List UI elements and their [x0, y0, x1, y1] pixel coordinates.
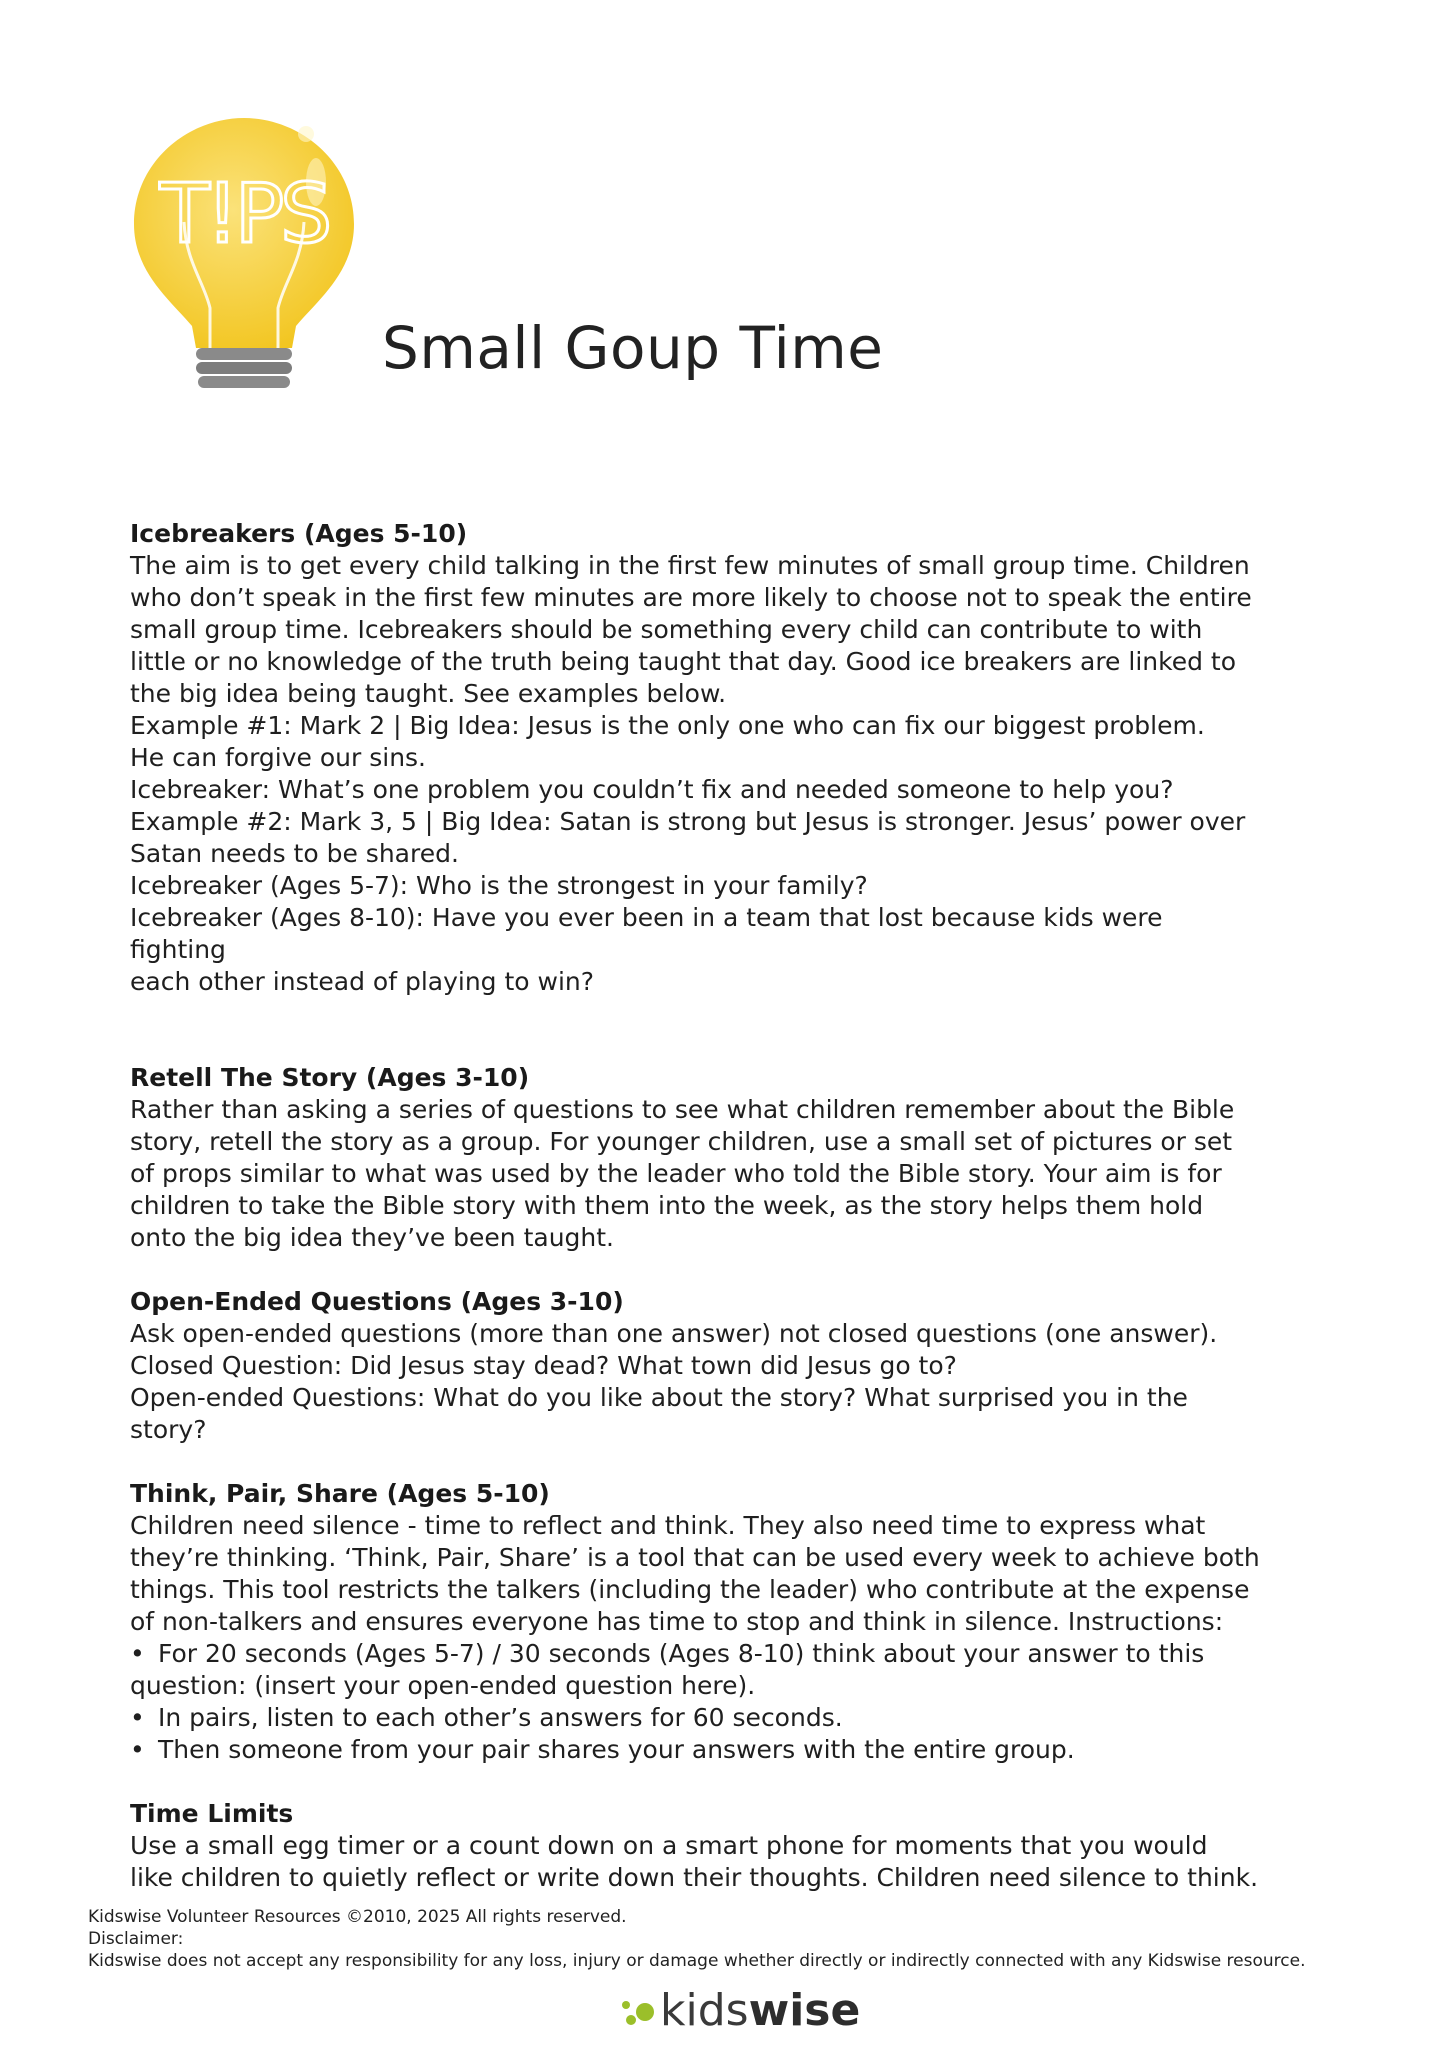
bullet-icon: • [130, 1735, 145, 1764]
section-heading: Think, Pair, Share (Ages 5-10) [130, 1479, 550, 1508]
body-line: Open-ended Questions: What do you like about the story? What surprised you in the [130, 1383, 1188, 1412]
body-line: story? [130, 1415, 207, 1444]
body-line: of non-talkers and ensures everyone has time to stop and think in silence. Instructions: [130, 1607, 1224, 1636]
section-heading: Icebreakers (Ages 5-10) [130, 519, 468, 548]
bullet-item [130, 1638, 1260, 1670]
bullet-text: Then someone from your pair shares your answers with the entire group. [158, 1735, 1075, 1764]
section-heading: Time Limits [130, 1799, 294, 1828]
body-line: story, retell the story as a group. For younger children, use a small set of pictures or set [130, 1127, 1233, 1156]
bullet-text: In pairs, listen to each other’s answers for 60 seconds. [158, 1703, 843, 1732]
lightbulb-tips-logo [126, 112, 362, 392]
copyright-text: Kidswise Volunteer Resources ©2010, 2025 All rights reserved. [88, 1907, 627, 1927]
body-line: He can forgive our sins. [130, 743, 427, 772]
body-line: of props similar to what was used by the leader who told the Bible story. Your aim is for [130, 1159, 1222, 1188]
body-line: Use a small egg timer or a count down on a smart phone for moments that you would [130, 1831, 1208, 1860]
body-line: Ask open-ended questions (more than one answer) not closed questions (one answer). [130, 1319, 1218, 1348]
bullet-text: For 20 seconds (Ages 5-7) / 30 seconds (Ages 8-10) think about your answer to this [158, 1639, 1205, 1668]
disclaimer-label: Disclaimer: [88, 1929, 184, 1949]
kidswise-logo [620, 1986, 860, 2036]
section-heading: Retell The Story (Ages 3-10) [130, 1063, 530, 1092]
document-body [130, 518, 1260, 1894]
body-line: Icebreaker (Ages 8-10): Have you ever been in a team that lost because kids were fighting [130, 903, 1163, 964]
brand-name [660, 1986, 860, 2036]
body-line: Children need silence - time to reflect and think. They also need time to express what [130, 1511, 1206, 1540]
body-line: small group time. Icebreakers should be something every child can contribute to with [130, 615, 1203, 644]
section-think-pair-share [130, 1478, 1260, 1766]
body-line: onto the big idea they’ve been taught. [130, 1223, 614, 1252]
body-line: things. This tool restricts the talkers (including the leader) who contribute at the expense [130, 1575, 1250, 1604]
body-line: like children to quietly reflect or write down their thoughts. Children need silence to think. [130, 1863, 1259, 1892]
section-retell-the-story [130, 1062, 1260, 1254]
section-open-ended-questions [130, 1286, 1260, 1446]
body-line: each other instead of playing to win? [130, 967, 595, 996]
section-spacer [130, 1766, 1260, 1798]
dots-icon [620, 1991, 660, 2031]
body-line: who don’t speak in the first few minutes are more likely to choose not to speak the entire [130, 583, 1252, 612]
section-spacer [130, 998, 1260, 1062]
section-spacer [130, 1254, 1260, 1286]
section-heading: Open-Ended Questions (Ages 3-10) [130, 1287, 624, 1316]
bullet-continuation: question: (insert your open-ended question here). [130, 1671, 756, 1700]
body-line: The aim is to get every child talking in the first few minutes of small group time. Children [130, 551, 1250, 580]
body-line: Example #2: Mark 3, 5 | Big Idea: Satan is strong but Jesus is stronger. Jesus’ power over [130, 807, 1246, 836]
section-time-limits [130, 1798, 1260, 1894]
bullet-icon: • [130, 1703, 145, 1732]
page-title: Small Goup Time [382, 314, 884, 382]
bullet-item [130, 1702, 1260, 1734]
brand-name-light: kids [660, 1985, 749, 2036]
body-line: Closed Question: Did Jesus stay dead? What town did Jesus go to? [130, 1351, 957, 1380]
body-line: the big idea being taught. See examples below. [130, 679, 727, 708]
body-line: Rather than asking a series of questions to see what children remember about the Bible [130, 1095, 1235, 1124]
section-spacer [130, 1446, 1260, 1478]
body-line: Example #1: Mark 2 | Big Idea: Jesus is the only one who can fix our biggest problem. [130, 711, 1205, 740]
body-line: Icebreaker (Ages 5-7): Who is the strongest in your family? [130, 871, 868, 900]
body-line: Icebreaker: What’s one problem you couldn’t fix and needed someone to help you? [130, 775, 1174, 804]
bullet-icon: • [130, 1639, 145, 1668]
brand-name-bold: wise [748, 1985, 861, 2036]
body-line: children to take the Bible story with them into the week, as the story helps them hold [130, 1191, 1204, 1220]
footer [88, 1906, 1388, 1972]
body-line: they’re thinking. ‘Think, Pair, Share’ is a tool that can be used every week to achieve both [130, 1543, 1260, 1572]
section-icebreakers [130, 518, 1260, 998]
body-line: little or no knowledge of the truth being taught that day. Good ice breakers are linked to [130, 647, 1236, 676]
disclaimer-text: Kidswise does not accept any responsibility for any loss, injury or damage whether directly or indirectly connected with any Kidswise resource. [88, 1951, 1306, 1971]
bullet-item [130, 1734, 1260, 1766]
logo-text: T!PS [159, 167, 329, 262]
body-line: Satan needs to be shared. [130, 839, 459, 868]
